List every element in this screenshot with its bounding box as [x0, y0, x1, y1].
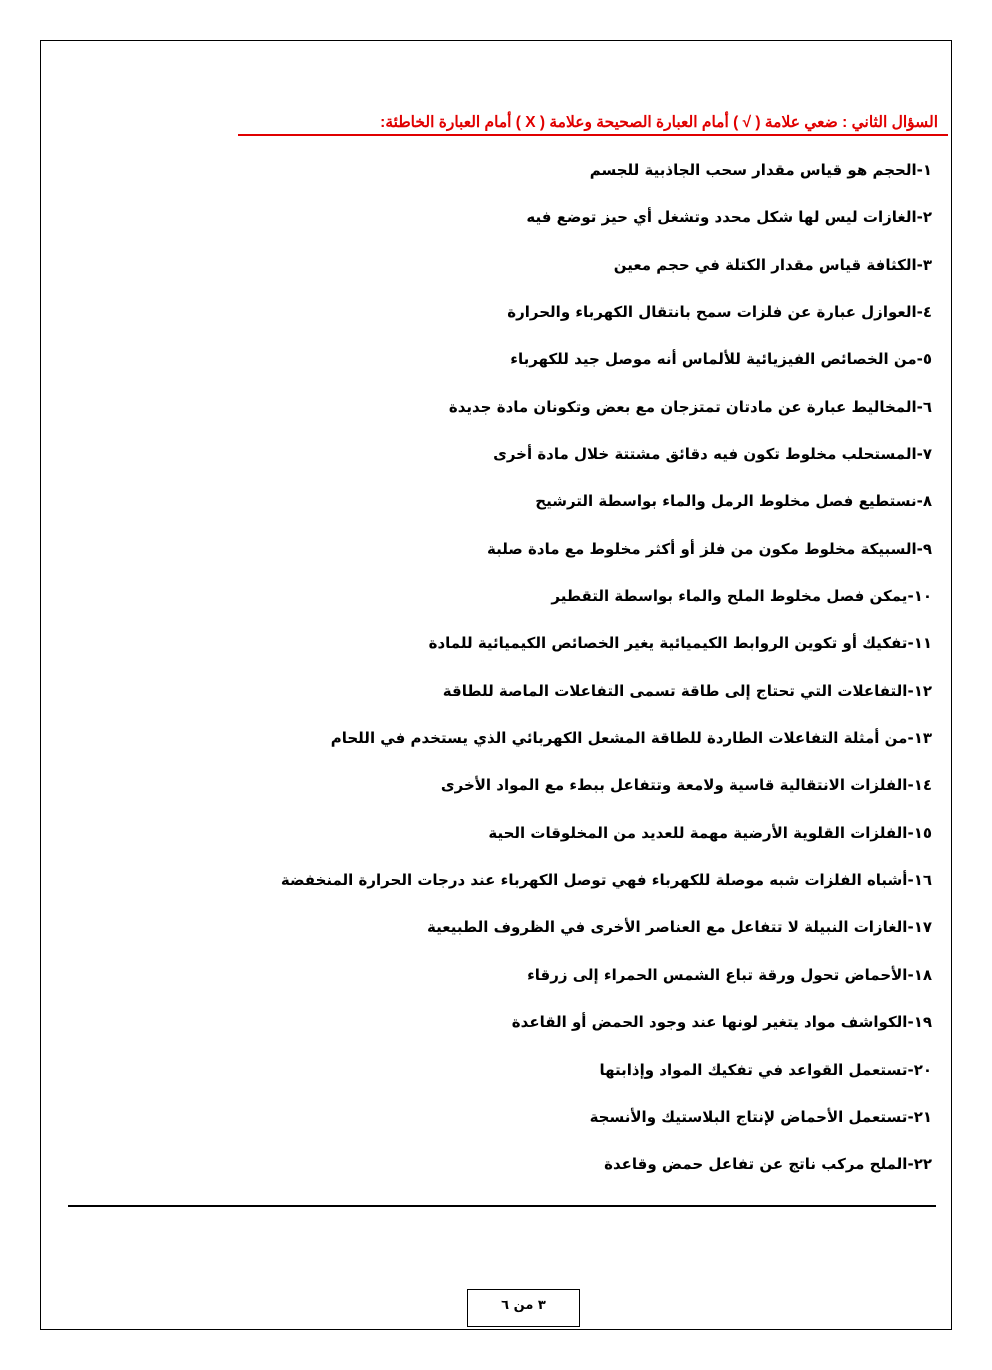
question-text: الغازات ليس لها شكل محدد وتشغل أي حيز توضع فيه: [526, 208, 917, 226]
question-number: ١٥-: [907, 824, 932, 842]
question-item: [535, 492, 932, 510]
question-text: الكواشف مواد يتغير لونها عند وجود الحمض أو القاعدة: [511, 1013, 908, 1031]
question-text: المستحلب مخلوط تكون فيه دقائق مشتتة خلال مادة أخرى: [493, 445, 917, 463]
question-number: ١٠-: [907, 587, 932, 605]
question-text: العوازل عبارة عن فلزات سمح بانتقال الكهرباء والحرارة: [507, 303, 917, 321]
question-number: ١٣-: [907, 729, 932, 747]
question-text: التفاعلات التي تحتاج إلى طاقة تسمى التفاعلات الماصة للطاقة: [442, 682, 908, 700]
question-number: ٢-: [916, 208, 932, 226]
question-text: أشباه الفلزات شبه موصلة للكهرباء فهي توصل الكهرباء عند درجات الحرارة المنخفضة: [280, 871, 908, 889]
question-item: [551, 587, 932, 605]
question-number: ١٦-: [907, 871, 932, 889]
question-number: ١٢-: [907, 682, 932, 700]
page-number-box: [467, 1289, 580, 1327]
question-text: تفكيك أو تكوين الروابط الكيميائية يغير الخصائص الكيميائية للمادة: [428, 634, 908, 652]
question-number: ٥-: [916, 350, 932, 368]
question-number: ٢١-: [907, 1108, 932, 1126]
question-text: الكثافة قياس مقدار الكتلة في حجم معين: [613, 256, 917, 274]
question-item: [441, 776, 932, 794]
question-number: ١-: [916, 161, 932, 179]
question-heading: السؤال الثاني : ضعي علامة ( √ ) أمام العبارة الصحيحة وعلامة ( X ) أمام العبارة الخاطئة:: [380, 114, 938, 131]
question-number: ٤-: [916, 303, 932, 321]
page-number: ٣ من ٦: [501, 1298, 546, 1313]
question-item: [527, 966, 932, 984]
question-item: [427, 918, 932, 936]
question-text: نستطيع فصل مخلوط الرمل والماء بواسطة الترشيح: [535, 492, 917, 510]
question-item: [493, 445, 932, 463]
question-item: [488, 824, 932, 842]
question-number: ١٧-: [907, 918, 932, 936]
question-number: ٢٢-: [907, 1155, 932, 1173]
question-number: ٧-: [916, 445, 932, 463]
question-item: [614, 256, 932, 274]
question-item: [604, 1155, 932, 1173]
heading-underline: [238, 134, 948, 136]
question-number: ٢٠-: [907, 1061, 932, 1079]
question-item: [512, 1013, 932, 1031]
question-item: [487, 540, 932, 558]
question-text: السبيكة مخلوط مكون من فلز أو أكثر مخلوط مع مادة صلبة: [486, 540, 917, 558]
question-number: ١٨-: [907, 966, 932, 984]
question-item: [526, 208, 932, 226]
question-number: ٨-: [916, 492, 932, 510]
question-item: [443, 682, 932, 700]
question-text: من الخصائص الفيزيائية للألماس أنه موصل جيد للكهرباء: [510, 350, 917, 368]
question-item: [590, 1108, 932, 1126]
question-item: [510, 350, 932, 368]
question-item: [507, 303, 932, 321]
question-text: من أمثلة التفاعلات الطاردة للطاقة المشعل الكهربائي الذي يستخدم في اللحام: [330, 729, 908, 747]
question-item: [449, 398, 932, 416]
question-item: [429, 634, 932, 652]
question-text: الفلزات القلوية الأرضية مهمة للعديد من المخلوقات الحية: [488, 824, 908, 842]
question-text: تستعمل القواعد في تفكيك المواد وإذابتها: [599, 1061, 908, 1079]
question-text: الأحماض تحول ورقة تباع الشمس الحمراء إلى زرقاء: [527, 966, 908, 984]
question-number: ١١-: [907, 634, 932, 652]
question-item: [331, 729, 932, 747]
question-item: [590, 161, 932, 179]
question-text: الفلزات الانتقالية قاسية ولامعة وتتفاعل ببطء مع المواد الأخرى: [440, 776, 908, 794]
question-text: الحجم هو قياس مقدار سحب الجاذبية للجسم: [589, 161, 917, 179]
question-text: المخاليط عبارة عن مادتان تمتزجان مع بعض وتكونان مادة جديدة: [448, 398, 917, 416]
question-number: ٩-: [916, 540, 932, 558]
footer-divider: [68, 1205, 936, 1207]
question-number: ١٤-: [907, 776, 932, 794]
question-item: [599, 1061, 932, 1079]
question-text: يمكن فصل مخلوط الملح والماء بواسطة التقطير: [551, 587, 908, 605]
question-number: ٦-: [916, 398, 932, 416]
question-text: الملح مركب ناتج عن تفاعل حمض وقاعدة: [604, 1155, 908, 1173]
question-number: ١٩-: [907, 1013, 932, 1031]
question-text: تستعمل الأحماض لإنتاج البلاستيك والأنسجة: [589, 1108, 908, 1126]
question-text: الغازات النبيلة لا تتفاعل مع العناصر الأخرى في الظروف الطبيعية: [427, 918, 908, 936]
question-number: ٣-: [916, 256, 932, 274]
question-item: [281, 871, 932, 889]
